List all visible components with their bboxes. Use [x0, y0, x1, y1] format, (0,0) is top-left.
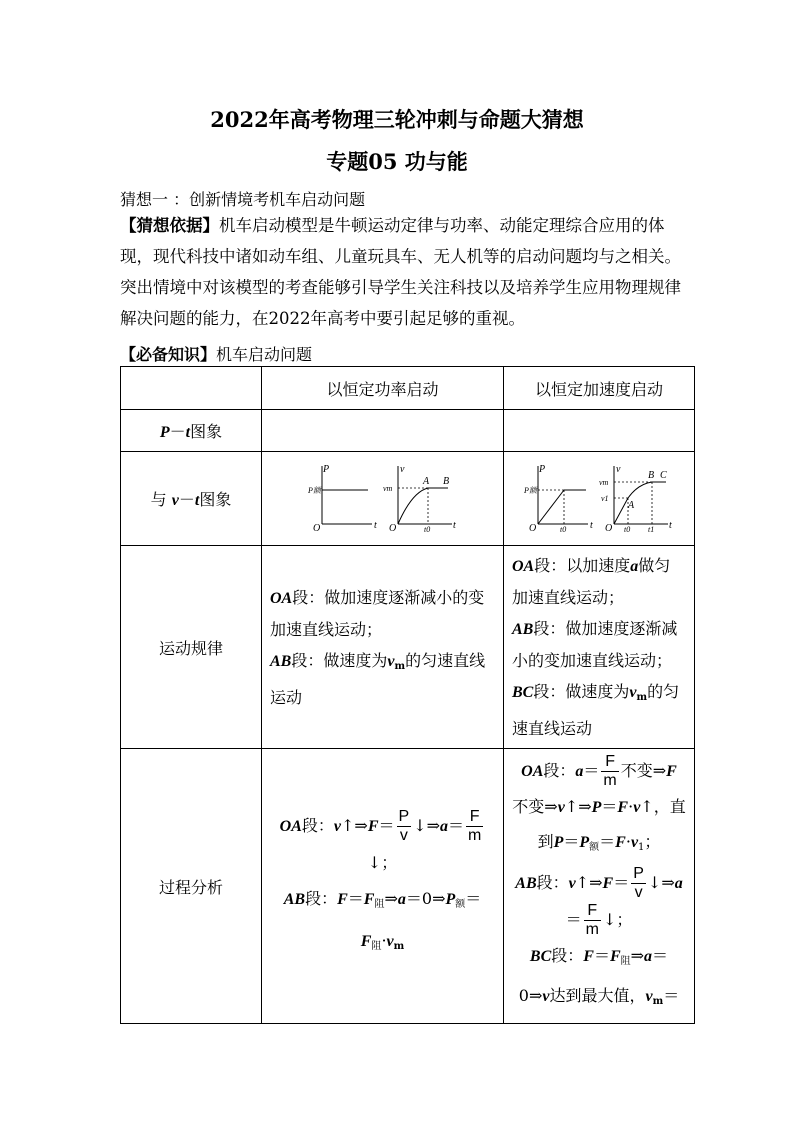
graph4-vm-label: vm — [599, 477, 609, 487]
graphs-power-svg — [308, 462, 458, 532]
graph2-t0-label: t0 — [423, 524, 430, 532]
bc-label: BC — [529, 948, 552, 965]
v-symbol: v — [171, 492, 179, 509]
knowledge-label: 【必备知识】 — [120, 345, 217, 364]
numerator-f: F — [584, 902, 601, 921]
v-symbol: v — [387, 652, 395, 670]
up-arrow: ↑ — [341, 815, 355, 835]
equals: ＝ — [563, 832, 580, 851]
graph3-origin-label: O — [529, 522, 537, 532]
graph2-vm-label: vm — [382, 483, 392, 493]
equals: ＝ — [593, 946, 610, 965]
implies-arrow: ⇒ — [630, 946, 645, 965]
denominator-v: v — [399, 826, 408, 844]
implies-arrow: ⇒ — [432, 888, 446, 908]
t-symbol: t — [194, 492, 200, 509]
t-symbol: t — [185, 424, 191, 441]
dot: · — [625, 832, 631, 851]
zero: 0 — [421, 888, 433, 908]
knowledge-line — [120, 342, 312, 365]
implies-arrow: ⇒ — [384, 888, 398, 908]
equals: ＝ — [652, 946, 669, 965]
basis-line-2: 现，现代科技中诸如动车组、儿童玩具车、无人机等的启动问题均与之相关。 — [120, 247, 681, 266]
equals: ＝ — [599, 832, 616, 851]
a-symbol: a — [440, 817, 448, 835]
v-symbol: v — [629, 684, 637, 701]
basis-line-1: 机车启动模型是牛顿运动定律与功率、动能定理综合应用的体 — [219, 216, 665, 235]
ab-label: AB — [515, 875, 537, 892]
zu-subscript: 阻 — [620, 956, 631, 967]
until-word: ，直到 — [537, 797, 686, 851]
f-symbol: F — [617, 799, 629, 816]
graph1-t-axis-label: t — [373, 519, 377, 531]
fraction-f-over-m — [601, 753, 618, 790]
equals: ＝ — [347, 888, 364, 908]
ab-label: AB — [270, 652, 292, 670]
numerator-f: F — [601, 753, 618, 772]
header-constant-power: 以恒定功率启动 — [262, 367, 504, 410]
graph4-c-label: C — [660, 469, 667, 481]
f-symbol: F — [360, 932, 372, 950]
graph3-t0-label: t0 — [560, 524, 567, 532]
a-symbol: a — [575, 763, 584, 780]
v-symbol: v — [542, 988, 550, 1005]
equals: ＝ — [378, 815, 395, 835]
oa-text: 段：做加速度逐渐减小的变加速直线运动； — [270, 587, 485, 639]
graph4-t1-label: t1 — [648, 524, 655, 532]
v-symbol: v — [645, 988, 653, 1005]
v-symbol: v — [386, 932, 394, 950]
one-subscript: 1 — [638, 842, 645, 853]
knowledge-text: 机车启动问题 — [216, 345, 313, 364]
implies-arrow: ⇒ — [426, 815, 440, 835]
unchanged-word: 不变 — [512, 797, 545, 816]
p-symbol: P — [579, 834, 590, 851]
semicolon: ； — [381, 852, 398, 872]
graphs-constant-acceleration — [504, 452, 695, 546]
equals: ＝ — [405, 888, 422, 908]
graph4-origin-label: O — [605, 522, 613, 532]
graph4-t0-label: t0 — [624, 524, 631, 532]
seg-word: 段： — [551, 946, 584, 965]
f-symbol: F — [583, 948, 594, 965]
a-symbol: a — [674, 875, 683, 892]
basis-line-4: 解决问题的能力，在2022年高考中要引起足够的重视。 — [120, 309, 525, 328]
m-subscript: m — [652, 996, 664, 1007]
oa-label: OA — [512, 558, 535, 575]
ab-text: 段：做速度为 — [291, 650, 388, 670]
zu-subscript: 阻 — [374, 898, 385, 910]
seg-word: 段： — [543, 761, 576, 780]
down-arrow: ↓ — [367, 852, 382, 872]
e-subscript: 额 — [455, 898, 466, 910]
up-arrow: ↑ — [575, 873, 590, 892]
down-arrow: ↓ — [413, 815, 427, 835]
e-subscript: 额 — [589, 842, 600, 853]
table-row-vt — [121, 452, 695, 546]
v-symbol: v — [633, 799, 641, 816]
implies-arrow: ⇒ — [652, 761, 667, 780]
v-symbol: v — [630, 834, 639, 851]
equals: ＝ — [601, 797, 618, 816]
equals: ＝ — [565, 910, 582, 929]
seg-word: 段： — [536, 873, 569, 892]
m-subscript: m — [394, 660, 406, 672]
semicolon: ； — [644, 832, 661, 851]
graph-word: 图象 — [199, 490, 232, 509]
motion-constant-acceleration — [504, 546, 695, 749]
ab-label: AB — [283, 890, 306, 908]
graph4-v1-label: v1 — [601, 493, 609, 503]
motion-constant-power — [262, 546, 504, 749]
f-symbol: F — [337, 890, 348, 908]
process-constant-power — [262, 749, 504, 1024]
oa-label: OA — [270, 589, 293, 607]
ab-text: 段：做加速度逐渐减小的变加速直线运动； — [512, 619, 678, 670]
equals: ＝ — [448, 815, 465, 835]
process-constant-acceleration — [504, 749, 695, 1024]
zu-subscript: 阻 — [371, 940, 382, 952]
table-row-pt — [121, 410, 695, 452]
numerator-p: P — [398, 807, 410, 825]
implies-arrow: ⇒ — [528, 986, 543, 1005]
graph4-b-label: B — [648, 469, 655, 481]
guess-line: 猜想一 ：创新情境考机车启动问题 — [120, 190, 366, 209]
dot: · — [628, 797, 634, 816]
seg-word: 段： — [301, 815, 334, 835]
a-symbol: a — [644, 948, 653, 965]
semicolon: ； — [616, 910, 633, 929]
oa-text-end: 做匀加速直线运动； — [512, 556, 671, 607]
denominator-v: v — [634, 884, 643, 901]
graph4-v-axis-label: v — [616, 463, 621, 475]
graph4-t-axis-label: t — [669, 519, 672, 531]
zero: 0 — [518, 986, 529, 1005]
implies-arrow: ⇒ — [354, 815, 368, 835]
v-symbol: v — [333, 817, 342, 835]
reaches-max-word: 达到最大值， — [549, 986, 646, 1005]
basis-label: 【猜想依据】 — [120, 216, 219, 235]
graph3-p-axis-label: P — [539, 463, 546, 475]
graph2-origin-label: O — [388, 522, 396, 532]
f-symbol: F — [666, 763, 677, 780]
graph-word: 图象 — [190, 422, 223, 441]
document-title: 2022年高考物理三轮冲刺与命题大猜想 — [210, 107, 584, 132]
implies-arrow: ⇒ — [589, 873, 603, 892]
graph4-a-label: A — [628, 499, 635, 511]
row-label-pt — [121, 410, 262, 452]
implies-arrow: ⇒ — [578, 797, 592, 816]
basis-line-3: 突出情境中对该模型的考查能够引导学生关注科技以及培养学生应用物理规律 — [120, 278, 681, 297]
graph2-v-axis-label: v — [399, 463, 404, 475]
v-symbol: v — [557, 799, 565, 816]
a-symbol: a — [630, 558, 639, 575]
numerator-p: P — [633, 865, 644, 882]
bc-text-end: 的匀速直线运动 — [512, 682, 680, 738]
seg-word: 段： — [305, 888, 338, 908]
equals: ＝ — [663, 986, 680, 1005]
dot: · — [381, 930, 387, 950]
up-arrow: ↑ — [564, 797, 579, 816]
graph1-p-axis-label: P — [322, 463, 329, 475]
graph3-pe-label: P额 — [524, 485, 537, 495]
denominator-m: m — [468, 826, 482, 844]
p-symbol: P — [445, 890, 456, 908]
p-symbol: P — [591, 799, 602, 816]
graphs-constant-power — [262, 452, 504, 546]
table-row-motion — [121, 546, 695, 749]
dash: － — [169, 422, 186, 441]
graph1-origin-label: O — [312, 522, 320, 532]
graph2-t-axis-label: t — [452, 519, 456, 531]
row-label-vt — [121, 452, 262, 546]
row-label-motion: 运动规律 — [121, 546, 262, 749]
m-subscript: m — [393, 940, 405, 952]
numerator-f: F — [466, 808, 483, 827]
fraction-f-over-m — [584, 902, 601, 939]
fraction-f-over-m — [466, 808, 483, 845]
f-symbol: F — [609, 948, 621, 965]
graph2-a-label: A — [422, 475, 429, 487]
denominator-m: m — [603, 772, 617, 789]
oa-label: OA — [521, 763, 544, 780]
v-symbol: v — [568, 875, 576, 892]
table-header-row — [121, 367, 695, 410]
ab-text-end: 的匀速直线运动 — [270, 650, 486, 707]
pt-cell-1 — [262, 410, 504, 452]
fraction-p-over-v — [397, 808, 412, 845]
implies-arrow: ⇒ — [544, 797, 558, 816]
graphs-accel-svg — [524, 462, 674, 532]
a-symbol: a — [397, 890, 406, 908]
table-row-process — [121, 749, 695, 1024]
denominator-m: m — [585, 921, 599, 938]
graph2-b-label: B — [442, 475, 449, 487]
basis-paragraph — [120, 210, 680, 334]
oa-text: 段：以加速度 — [534, 556, 631, 575]
down-arrow: ↓ — [647, 873, 662, 892]
graph1-pe-label: P额 — [307, 485, 321, 495]
f-symbol: F — [363, 890, 375, 908]
p-symbol: P — [159, 424, 170, 441]
f-symbol: F — [615, 834, 626, 851]
equals: ＝ — [613, 873, 630, 892]
ab-label: AB — [512, 621, 534, 638]
pt-cell-2 — [504, 410, 695, 452]
down-arrow: ↓ — [602, 910, 617, 929]
equals: ＝ — [465, 888, 482, 908]
oa-label: OA — [279, 817, 302, 835]
p-symbol: P — [553, 834, 564, 851]
yu-word: 与 — [150, 490, 172, 509]
knowledge-table — [120, 366, 695, 1024]
f-symbol: F — [367, 817, 379, 835]
m-subscript: m — [636, 692, 648, 703]
equals: ＝ — [583, 761, 600, 780]
implies-arrow: ⇒ — [661, 873, 675, 892]
bc-text: 段：做速度为 — [533, 682, 630, 701]
document-subtitle: 专题05 功与能 — [326, 149, 468, 174]
graph3-t-axis-label: t — [590, 519, 593, 531]
fraction-p-over-v — [631, 865, 646, 902]
row-label-process: 过程分析 — [121, 749, 262, 1024]
up-arrow: ↑ — [640, 797, 654, 816]
unchanged-word: 不变 — [620, 761, 653, 780]
dash: － — [178, 490, 195, 509]
header-constant-acceleration: 以恒定加速度启动 — [504, 367, 695, 410]
bc-label: BC — [512, 684, 534, 701]
header-empty-cell — [121, 367, 262, 410]
f-symbol: F — [602, 875, 614, 892]
